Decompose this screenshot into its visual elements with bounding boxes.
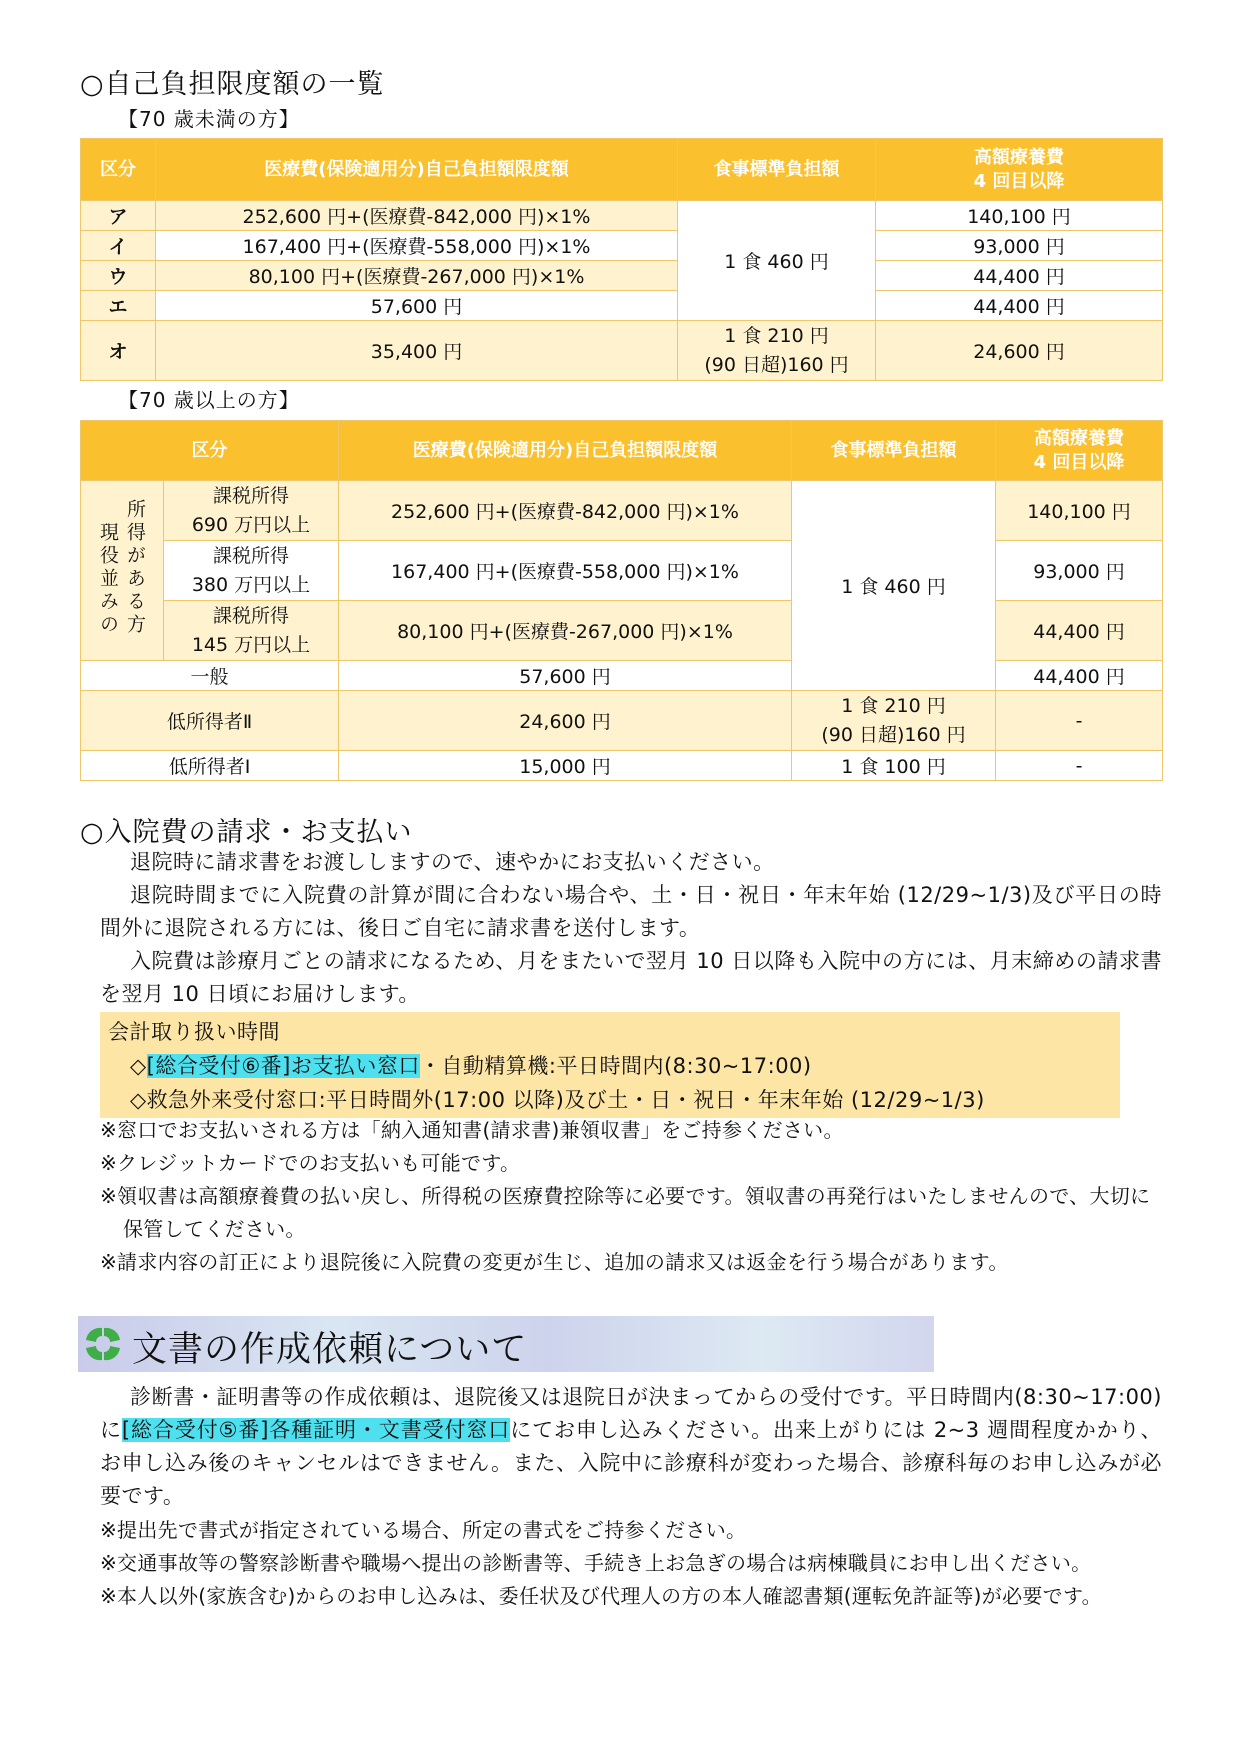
meal-cell: 1 食 460 円 xyxy=(792,481,996,691)
row-category: 課税所得 690 万円以上 xyxy=(164,481,339,541)
row-fourth: 44,400 円 xyxy=(996,661,1163,691)
table-row xyxy=(81,231,1163,261)
note-item: ※提出先で書式が指定されている場合、所定の書式をご持参ください。 xyxy=(100,1518,747,1542)
header-limit: 医療費(保険適用分)自己負担額限度額 xyxy=(156,139,678,201)
table-row xyxy=(81,691,1163,751)
documents-paragraph: 診断書・証明書等の作成依頼は、退院後又は退院日が決まってからの受付です。平日時間内(8:30~17:00)に[総合受付⑤番]各種証明・文書受付窓口にてお申し込みください。出来上がりには 2~3 週間程度かかり、お申し込み後のキャンセルはできません。また、入院中に診療科が変わった場合、診療科毎のお申し込みが必要です。 xyxy=(100,1385,1163,1508)
billing-paragraph: 退院時間までに入院費の計算が間に合わない場合や、土・日・祝日・年末年始 (12/29~1/3)及び平日の時間外に退院される方には、後日ご自宅に請求書を送付します。 xyxy=(100,883,1162,940)
row-category: ア xyxy=(81,201,156,231)
row-fourth: 44,400 円 xyxy=(876,291,1163,321)
under70-table xyxy=(80,138,1163,381)
header-category: 区分 xyxy=(81,421,339,481)
row-category: エ xyxy=(81,291,156,321)
row-category: 課税所得 380 万円以上 xyxy=(164,541,339,601)
row-limit: 167,400 円+(医療費-558,000 円)×1% xyxy=(339,541,792,601)
row-category: 低所得者Ⅰ xyxy=(81,751,339,781)
row-category: 課税所得 145 万円以上 xyxy=(164,601,339,661)
section-title-documents: 文書の作成依頼について xyxy=(132,1330,528,1370)
row-fourth: 44,400 円 xyxy=(876,261,1163,291)
table-row xyxy=(81,291,1163,321)
billing-notes xyxy=(100,1114,1162,1279)
under70-label: 【70 歳未満の方】 xyxy=(118,107,300,131)
header-category: 区分 xyxy=(81,139,156,201)
row-category: 低所得者Ⅱ xyxy=(81,691,339,751)
row-fourth: - xyxy=(996,691,1163,751)
row-limit: 57,600 円 xyxy=(156,291,678,321)
table-row xyxy=(81,751,1163,781)
meal-cell: 1 食 460 円 xyxy=(678,201,876,321)
row-limit: 35,400 円 xyxy=(156,321,678,381)
table-row xyxy=(81,201,1163,231)
row-category: オ xyxy=(81,321,156,381)
row-fourth: 140,100 円 xyxy=(876,201,1163,231)
document-window-highlight: [総合受付⑤番]各種証明・文書受付窓口 xyxy=(121,1418,511,1442)
documents-notes xyxy=(100,1514,1162,1613)
row-limit: 80,100 円+(医療費-267,000 円)×1% xyxy=(339,601,792,661)
billing-paragraph: 退院時に請求書をお渡ししますので、速やかにお支払いください。 xyxy=(130,850,775,874)
note-item: ※窓口でお支払いされる方は「納入通知書(請求書)兼領収書」をご持参ください。 xyxy=(100,1118,844,1142)
section-title-billing: ○入院費の請求・お支払い xyxy=(80,817,413,848)
table-row xyxy=(81,601,1163,661)
note-item: ※交通事故等の警察診断書や職場へ提出の診断書等、手続き上お急ぎの場合は病棟職員にお申し出ください。 xyxy=(100,1551,1092,1575)
note-item: ※請求内容の訂正により退院後に入院費の変更が生じ、追加の請求又は返金を行う場合があります。 xyxy=(100,1250,1009,1274)
row-limit: 252,600 円+(医療費-842,000 円)×1% xyxy=(156,201,678,231)
payment-hours-box xyxy=(100,1012,1120,1118)
hours-line-emergency: ◇救急外来受付窓口:平日時間外(17:00 以降)及び土・日・祝日・年末年始 (12/29~1/3) xyxy=(130,1088,985,1112)
row-limit: 57,600 円 xyxy=(339,661,792,691)
meal-cell: 1 食 210 円 (90 日超)160 円 xyxy=(678,321,876,381)
row-category: イ xyxy=(81,231,156,261)
table-row xyxy=(81,661,1163,691)
over70-label: 【70 歳以上の方】 xyxy=(118,388,300,412)
note-item: ※領収書は高額療養費の払い戻し、所得税の医療費控除等に必要です。領収書の再発行はいたしませんので、大切に保管してください。 xyxy=(100,1184,1151,1241)
meal-cell: 1 食 210 円 (90 日超)160 円 xyxy=(792,691,996,751)
row-category: 一般 xyxy=(81,661,339,691)
row-fourth: 24,600 円 xyxy=(876,321,1163,381)
row-fourth: 44,400 円 xyxy=(996,601,1163,661)
table-row xyxy=(81,481,1163,541)
row-category: ウ xyxy=(81,261,156,291)
table-row xyxy=(81,541,1163,601)
section-title-limits: ○自己負担限度額の一覧 xyxy=(80,69,385,100)
row-fourth: 93,000 円 xyxy=(876,231,1163,261)
row-limit: 80,100 円+(医療費-267,000 円)×1% xyxy=(156,261,678,291)
hours-line-cashier: ◇[総合受付⑥番]お支払い窓口・自動精算機:平日時間内(8:30~17:00) xyxy=(130,1054,812,1078)
header-fourth: 高額療養費 4 回目以降 xyxy=(996,421,1163,481)
note-item: ※クレジットカードでのお支払いも可能です。 xyxy=(100,1151,521,1175)
row-limit: 15,000 円 xyxy=(339,751,792,781)
note-item: ※本人以外(家族含む)からのお申し込みは、委任状及び代理人の方の本人確認書類(運転免許証等)が必要です。 xyxy=(100,1584,1102,1608)
hours-title: 会計取り扱い時間 xyxy=(108,1020,280,1044)
row-limit: 252,600 円+(医療費-842,000 円)×1% xyxy=(339,481,792,541)
header-meal: 食事標準負担額 xyxy=(678,139,876,201)
over70-table xyxy=(80,420,1163,781)
row-fourth: 140,100 円 xyxy=(996,481,1163,541)
cashier-window-highlight: [総合受付⑥番]お支払い窓口 xyxy=(146,1054,420,1078)
billing-paragraphs xyxy=(100,846,1162,1011)
header-meal: 食事標準負担額 xyxy=(792,421,996,481)
billing-paragraph: 入院費は診療月ごとの請求になるため、月をまたいで翌月 10 日以降も入院中の方には、月末締めの請求書を翌月 10 日頃にお届けします。 xyxy=(100,949,1162,1006)
header-limit: 医療費(保険適用分)自己負担額限度額 xyxy=(339,421,792,481)
table-row xyxy=(81,261,1163,291)
clover-logo-icon xyxy=(80,1324,126,1364)
row-fourth: - xyxy=(996,751,1163,781)
row-fourth: 93,000 円 xyxy=(996,541,1163,601)
table-row xyxy=(81,321,1163,381)
income-group-cell: 現役並みの 所得がある方 xyxy=(81,481,164,661)
header-fourth: 高額療養費 4 回目以降 xyxy=(876,139,1163,201)
row-limit: 24,600 円 xyxy=(339,691,792,751)
meal-cell: 1 食 100 円 xyxy=(792,751,996,781)
row-limit: 167,400 円+(医療費-558,000 円)×1% xyxy=(156,231,678,261)
